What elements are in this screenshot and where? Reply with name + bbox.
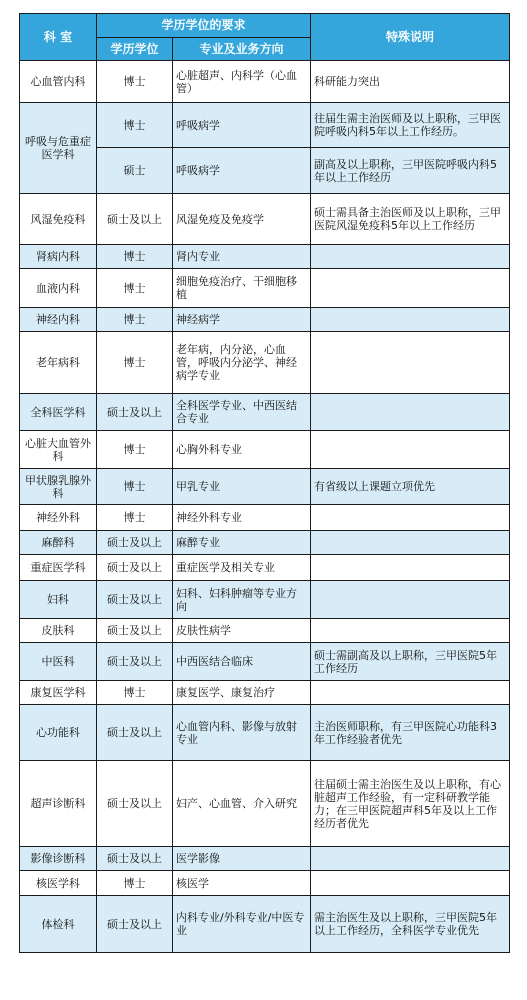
major-cell: 呼吸病学 <box>173 103 311 148</box>
dept-cell: 肾病内科 <box>20 245 97 269</box>
note-cell <box>311 332 510 394</box>
degree-cell: 硕士及以上 <box>97 555 173 581</box>
major-cell: 妇产、心血管、介入研究 <box>173 761 311 847</box>
degree-cell: 博士 <box>97 431 173 469</box>
note-cell: 往届生需主治医师及以上职称，三甲医院呼吸内科5年以上工作经历。 <box>311 103 510 148</box>
header-degree: 学历学位 <box>97 38 173 61</box>
major-cell: 细胞免疫治疗、干细胞移植 <box>173 269 311 308</box>
major-cell: 心脏超声、内科学（心血管） <box>173 61 311 103</box>
dept-cell: 康复医学科 <box>20 681 97 705</box>
degree-cell: 硕士及以上 <box>97 194 173 245</box>
dept-cell: 麻醉科 <box>20 531 97 555</box>
major-cell: 麻醉专业 <box>173 531 311 555</box>
header-note: 特殊说明 <box>311 14 510 61</box>
note-cell <box>311 871 510 896</box>
note-cell <box>311 531 510 555</box>
degree-cell: 硕士及以上 <box>97 531 173 555</box>
note-cell: 硕士需具备主治医师及以上职称，三甲医院风湿免疫科5年以上工作经历 <box>311 194 510 245</box>
dept-cell: 重症医学科 <box>20 555 97 581</box>
major-cell: 心胸外科专业 <box>173 431 311 469</box>
note-cell: 主治医师职称，有三甲医院心功能科3年工作经验者优先 <box>311 705 510 761</box>
degree-cell: 硕士及以上 <box>97 761 173 847</box>
degree-cell: 博士 <box>97 469 173 505</box>
dept-cell: 心脏大血管外科 <box>20 431 97 469</box>
major-cell: 重症医学及相关专业 <box>173 555 311 581</box>
degree-cell: 硕士及以上 <box>97 394 173 431</box>
header-dept: 科 室 <box>20 14 97 61</box>
dept-cell: 皮肤科 <box>20 619 97 643</box>
degree-cell: 硕士及以上 <box>97 619 173 643</box>
dept-cell: 心血管内科 <box>20 61 97 103</box>
note-cell <box>311 245 510 269</box>
major-cell: 甲乳专业 <box>173 469 311 505</box>
degree-cell: 博士 <box>97 681 173 705</box>
note-cell: 有省级以上课题立项优先 <box>311 469 510 505</box>
degree-cell: 博士 <box>97 61 173 103</box>
note-cell <box>311 681 510 705</box>
degree-cell: 硕士及以上 <box>97 847 173 871</box>
major-cell: 肾内专业 <box>173 245 311 269</box>
dept-cell: 老年病科 <box>20 332 97 394</box>
dept-cell: 心功能科 <box>20 705 97 761</box>
note-cell <box>311 555 510 581</box>
note-cell <box>311 581 510 619</box>
degree-cell: 博士 <box>97 308 173 332</box>
note-cell: 科研能力突出 <box>311 61 510 103</box>
dept-cell: 血液内科 <box>20 269 97 308</box>
note-cell <box>311 505 510 531</box>
major-cell: 妇科、妇科肿瘤等专业方向 <box>173 581 311 619</box>
dept-cell: 妇科 <box>20 581 97 619</box>
major-cell: 呼吸病学 <box>173 148 311 194</box>
header-requirement-group: 学历学位的要求 <box>97 14 311 38</box>
dept-cell: 神经外科 <box>20 505 97 531</box>
major-cell: 中西医结合临床 <box>173 643 311 681</box>
note-cell: 副高及以上职称，三甲医院呼吸内科5年以上工作经历 <box>311 148 510 194</box>
dept-cell: 核医学科 <box>20 871 97 896</box>
degree-cell: 博士 <box>97 332 173 394</box>
degree-cell: 博士 <box>97 505 173 531</box>
note-cell <box>311 847 510 871</box>
degree-cell: 博士 <box>97 269 173 308</box>
note-cell: 需主治医生及以上职称，三甲医院5年以上工作经历，全科医学专业优先 <box>311 896 510 953</box>
note-cell <box>311 308 510 332</box>
recruitment-table <box>19 13 510 953</box>
degree-cell: 硕士及以上 <box>97 896 173 953</box>
dept-cell: 影像诊断科 <box>20 847 97 871</box>
dept-cell: 甲状腺乳腺外科 <box>20 469 97 505</box>
major-cell: 康复医学、康复治疗 <box>173 681 311 705</box>
degree-cell: 博士 <box>97 871 173 896</box>
note-cell: 硕士需副高及以上职称，三甲医院5年工作经历 <box>311 643 510 681</box>
dept-cell: 呼吸与危重症医学科 <box>20 103 97 194</box>
major-cell: 风湿免疫及免疫学 <box>173 194 311 245</box>
dept-cell: 全科医学科 <box>20 394 97 431</box>
degree-cell: 硕士 <box>97 148 173 194</box>
note-cell: 往届硕士需主治医生及以上职称，有心脏超声工作经验，有一定科研教学能力；在三甲医院超声科5年及以上工作经历者优先 <box>311 761 510 847</box>
major-cell: 全科医学专业、中西医结合专业 <box>173 394 311 431</box>
dept-cell: 风湿免疫科 <box>20 194 97 245</box>
degree-cell: 硕士及以上 <box>97 705 173 761</box>
note-cell <box>311 431 510 469</box>
major-cell: 神经病学 <box>173 308 311 332</box>
degree-cell: 博士 <box>97 103 173 148</box>
major-cell: 神经外科专业 <box>173 505 311 531</box>
dept-cell: 中医科 <box>20 643 97 681</box>
major-cell: 医学影像 <box>173 847 311 871</box>
degree-cell: 博士 <box>97 245 173 269</box>
major-cell: 核医学 <box>173 871 311 896</box>
degree-cell: 硕士及以上 <box>97 581 173 619</box>
dept-cell: 神经内科 <box>20 308 97 332</box>
dept-cell: 超声诊断科 <box>20 761 97 847</box>
major-cell: 心血管内科、影像与放射专业 <box>173 705 311 761</box>
major-cell: 皮肤性病学 <box>173 619 311 643</box>
header-major: 专业及业务方向 <box>173 38 311 61</box>
major-cell: 内科专业/外科专业/中医专业 <box>173 896 311 953</box>
major-cell: 老年病，内分泌，心血管，呼吸内分泌学、神经病学专业 <box>173 332 311 394</box>
degree-cell: 硕士及以上 <box>97 643 173 681</box>
note-cell <box>311 394 510 431</box>
recruitment-table-container <box>19 13 509 953</box>
note-cell <box>311 269 510 308</box>
note-cell <box>311 619 510 643</box>
dept-cell: 体检科 <box>20 896 97 953</box>
